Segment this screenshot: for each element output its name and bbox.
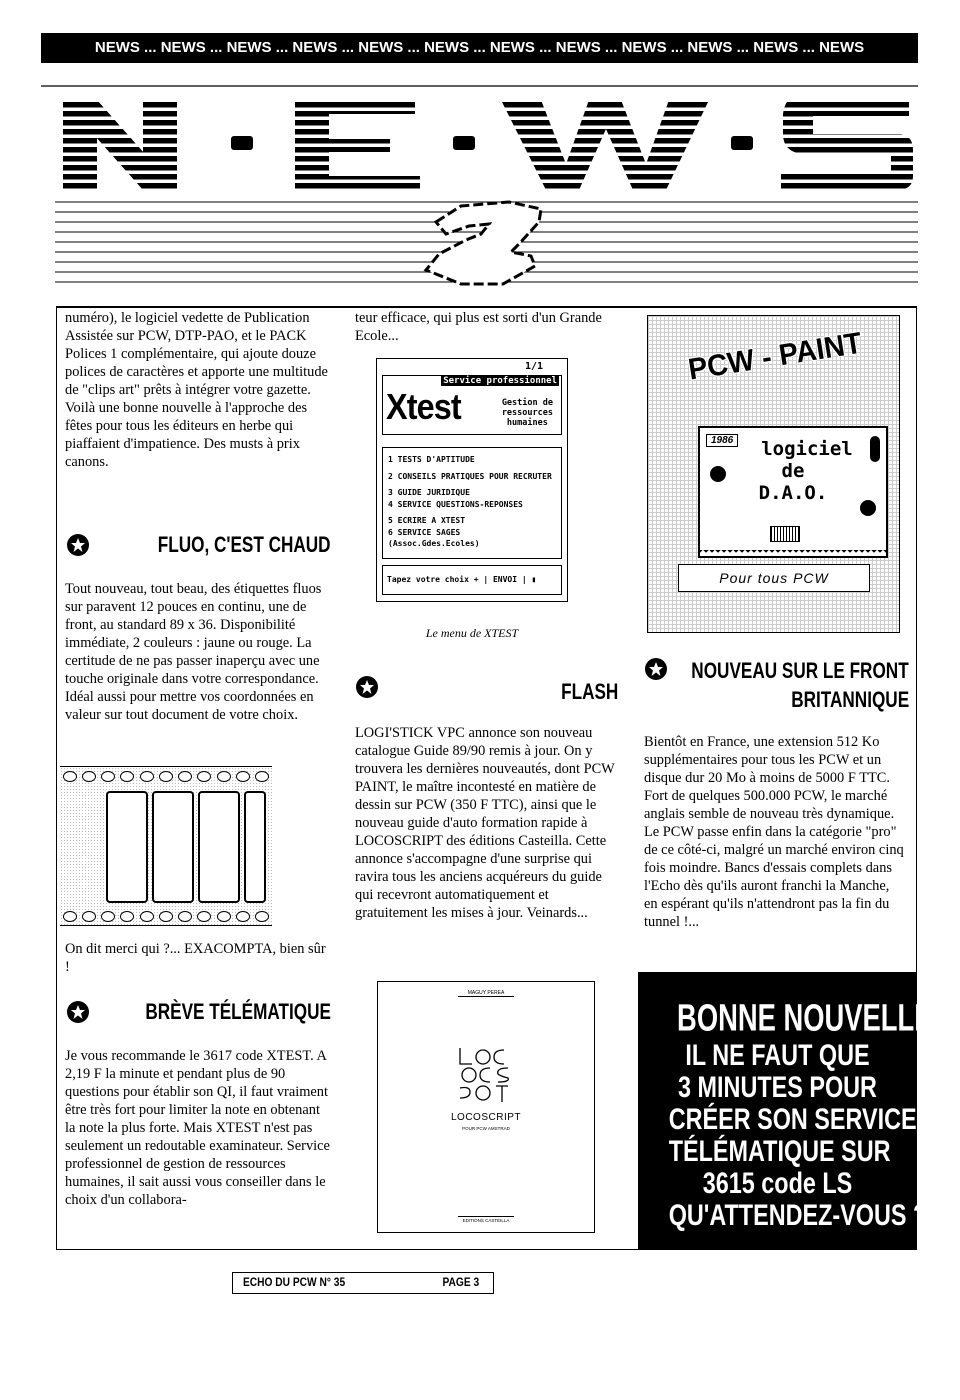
footer-issue: ECHO DU PCW N° 35 [243, 1275, 346, 1289]
xtest-menu-item: 6 SERVICE SAGES (Assoc.Gdes.Ecoles) [388, 527, 480, 548]
book-title: LOCOSCRIPT [450, 1112, 521, 1123]
flash-heading: FLASH [560, 679, 618, 704]
paint-bottom: Pour tous PCW [678, 564, 870, 592]
xtest-menu-item: 4 SERVICE QUESTIONS-REPONSES [388, 499, 523, 509]
labels-film-illustration [60, 766, 272, 926]
xtest-gestion: Gestion de ressources humaines [501, 398, 553, 428]
promo-line: 3 MINUTES POUR [678, 1071, 877, 1104]
xtest-menu [382, 447, 562, 559]
page-footer [232, 1272, 494, 1294]
promo-line: 3615 code LS [702, 1167, 853, 1200]
promo-headline: BONNE NOUVELLE ! [677, 997, 941, 1040]
paint-ball-icon [860, 500, 876, 516]
front-heading-line1: NOUVEAU SUR LE FRONT [691, 658, 909, 683]
promo-line: QU'ATTENDEZ-VOUS ? [668, 1199, 928, 1232]
star-bullet-icon [356, 676, 378, 698]
locoscript-book-cover [377, 981, 595, 1233]
news-banner: NEWS ... NEWS ... NEWS ... NEWS ... NEWS ... NEWS ... NEWS ... NEWS ... NEWS ... NEWS ... NEWS ... NEWS [41, 33, 918, 63]
xtest-menu-item: 3 GUIDE JURIDIQUE [388, 488, 470, 497]
paint-line1: logiciel [761, 438, 853, 460]
book-author: MAGUY PEREA [467, 990, 505, 996]
footer-page: PAGE 3 [442, 1275, 479, 1289]
fluo-after: On dit merci qui ?... EXACOMPTA, bien sûr ! [65, 941, 326, 975]
flash-body: LOGI'STICK VPC annonce son nouveau catalogue Guide 89/90 remis à jour. On y trouvera les dernières nouveautés, dont PCW PAINT, le maître incontesté en matière de dessin sur PCW (350 F TTC), ainsi que le nouveau guide d'auto formation rapide à LOCOSCRIPT des éditions Casteilla. Cette annonce s'accompagne d'une surprise qui ravira tous les anciens acquéreurs du guide qui recevront automatiquement et gratuitement les mises à jour. Veinards... [355, 725, 615, 921]
paint-title: PCW - PAINT [686, 326, 865, 387]
col2-cont: teur efficace, qui plus est sorti d'un Grande Ecole... [355, 310, 602, 344]
paint-line2: de [781, 460, 805, 482]
promo-line: IL NE FAUT QUE [685, 1039, 870, 1072]
masthead-logo [41, 84, 918, 296]
paint-year: 1986 [706, 434, 738, 447]
breve-heading: BRÈVE TÉLÉMATIQUE [145, 999, 331, 1024]
star-bullet-icon [645, 658, 667, 680]
fluo-heading: FLUO, C'EST CHAUD [158, 532, 331, 557]
front-heading-line2: BRITANNIQUE [791, 687, 909, 712]
book-logo-icon [456, 1044, 516, 1106]
book-publisher: EDITIONS CASTEILLA [462, 1218, 510, 1223]
paint-grid-icon [770, 526, 800, 542]
paint-ball-icon [710, 466, 726, 482]
promo-mark: ! [935, 997, 941, 1022]
paint-screen [698, 426, 888, 558]
promo-box [638, 972, 941, 1250]
xtest-prompt: Tapez votre choix + | ENVOI | ▮ [382, 565, 562, 595]
star-bullet-icon [67, 534, 89, 556]
book-subtitle: POUR PCW AMSTRAD [462, 1126, 510, 1131]
front-body: Bientôt en France, une extension 512 Ko supplémentaires pour tous les PCW et un disque dur 20 Mo à moins de 5000 F TTC. Fort de quelques 500.000 PCW, le marché anglais semble de nouveau très dynamique. Le PCW passe enfin dans la catégorie "pro" de ce côté-ci, malgré un marché environ cinq fois moindre. Bancs d'essais complets dans l'Echo dès qu'ils auront franchi la Manche, en espérant qu'ils n'attendront pas la fin du tunnel !... [644, 734, 904, 930]
star-bullet-icon [67, 1001, 89, 1023]
xtest-page: 1/1 [524, 361, 543, 372]
xtest-service: Service professionnel [443, 376, 557, 386]
xtest-caption: Le menu de XTEST [425, 626, 519, 640]
promo-line: CRÉER SON SERVICE [668, 1103, 917, 1136]
xtest-menu-item: 2 CONSEILS PRATIQUES POUR RECRUTER [388, 471, 552, 481]
pcw-paint-illustration [647, 315, 900, 633]
issue-number-glyph [426, 202, 541, 284]
paint-brush-icon [870, 436, 880, 462]
xtest-header-box [382, 375, 562, 435]
promo-line: TÉLÉMATIQUE SUR [668, 1135, 891, 1168]
xtest-screen [376, 358, 568, 602]
breve-body: Je vous recommande le 3617 code XTEST. A 2,19 F la minute et pendant plus de 90 questions pour établir son QI, il faut vraiment être très fort pour limiter la note en obtenant la note la plus forte. Mais XTEST n'est pas seulement un redoutable examinateur. Service professionnel de gestion de ressources humaines, il sait aussi vous conseiller dans le choix d'un collabora- [65, 1048, 330, 1208]
xtest-logo: Xtest [386, 386, 461, 427]
xtest-menu-item: 5 ECRIRE A XTEST [388, 516, 466, 525]
col1-intro: numéro), le logiciel vedette de Publication Assistée sur PCW, DTP-PAO, et le PACK Polices 1 complémentaire, qui ajoute douze polices de caractères et apporte une multitude de "clips art" prêts à intégrer votre gazette. Voilà une bonne nouvelle à l'approche des fêtes pour tous les éditeurs en herbe qui piaffaient d'impatience. Des musts à prix canons. [65, 310, 328, 470]
paint-line3: D.A.O. [758, 482, 828, 504]
xtest-menu-item: 1 TESTS D'APTITUDE [388, 455, 475, 464]
fluo-body: Tout nouveau, tout beau, des étiquettes fluos sur paravent 12 pouces en continu, une de front, au standard 89 x 36. Disponibilité immédiate, 2 couleurs : jaune ou rouge. La certitude de ne pas passer inaperçu avec une touche originale dans votre correspondance. Idéal aussi pour mettre vos coordonnées en valeur sur tout document de votre choix. [65, 581, 322, 723]
